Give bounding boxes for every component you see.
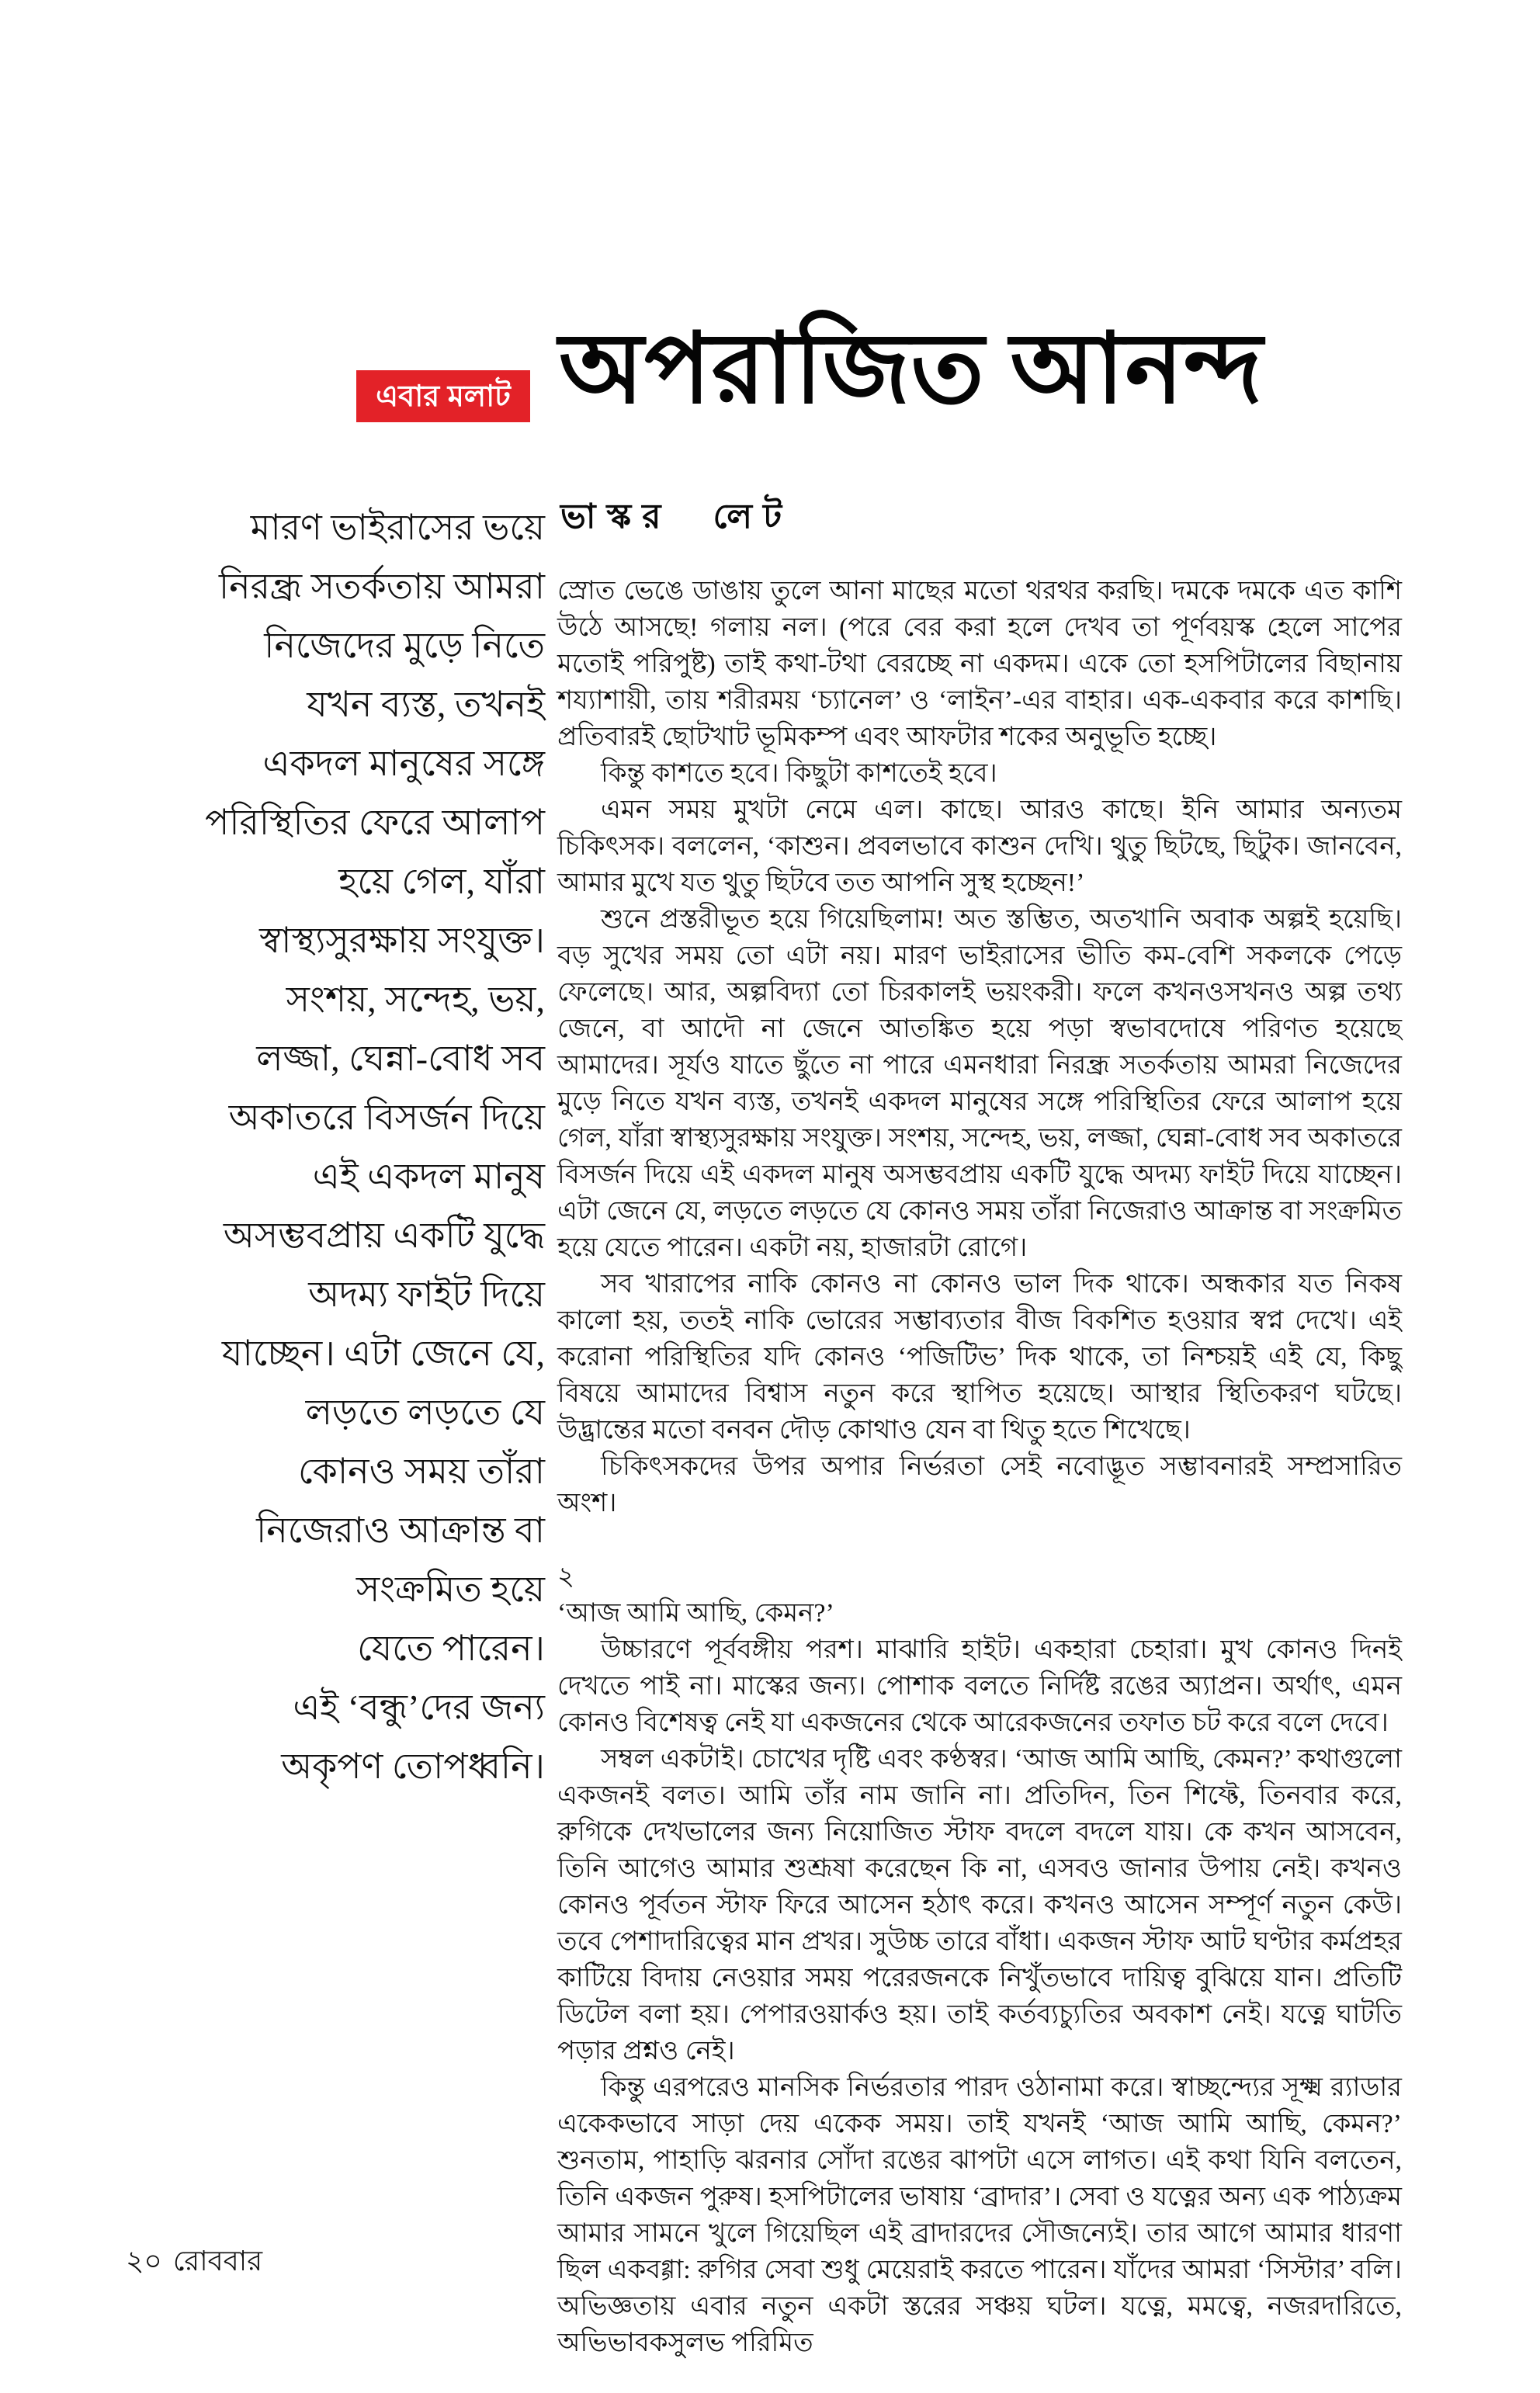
pull-quote-line: মারণ ভাইরাসের ভয়ে [250, 508, 545, 547]
pull-quote-line: নিরন্ধ্র সতর্কতায় আমরা [218, 567, 545, 606]
pull-quote-line: যেতে পারেন। [357, 1628, 545, 1668]
body-paragraph: ‘আজ আমি আছি, কেমন?’ [557, 1599, 834, 1628]
pull-quote-line: সংক্রমিত হয়ে [356, 1569, 545, 1609]
pull-quote-line: অদম্য ফাইট দিয়ে [308, 1275, 545, 1314]
pull-quote [116, 498, 545, 1796]
pull-quote-line: নিজেদের মুড়ে নিতে [264, 626, 545, 665]
pull-quote-line: হয়ে গেল, যাঁরা [338, 862, 545, 901]
body-paragraph: কিন্তু কাশতে হবে। কিছুটা কাশতেই হবে। [601, 759, 997, 788]
body-paragraph: সম্বল একটাই। চোখের দৃষ্টি এবং কণ্ঠস্বর। ‘আজ আমি আছি, কেমন?’ কথাগুলো একজনই বলত। আমি তাঁর নাম জানি না। প্রতিদিন, তিন শিফ্টে, তিনবার করে, রুগিকে দেখভালের জন্য নিয়োজিত স্টাফ বদলে বদলে যায়। কে কখন আসবেন, তিনি আগেও আমার শুশ্রূষা করেছেন কি না, এসবও জানার উপায় নেই। কখনও কোনও পূর্বতন স্টাফ ফিরে আসেন হঠাৎ করে। কখনও আসেন সম্পূর্ণ নতুন কেউ। তবে পেশাদারিত্বের মান প্রখর। সুউচ্চ তারে বাঁধা। একজন স্টাফ আট ঘণ্টার কর্মপ্রহর কাটিয়ে বিদায় নেওয়ার সময় পরেরজনকে নিখুঁতভাবে দায়িত্ব বুঝিয়ে যান। প্রতিটি ডিটেল বলা হয়। পেপারওয়ার্কও হয়। তাই কর্তব্যচ্যুতির অবকাশ নেই। যত্নে ঘাটতি পড়ার প্রশ্নও নেই। [557, 1745, 1402, 2065]
pull-quote-line: লড়তে লড়তে যে [305, 1392, 545, 1432]
pull-quote-line: পরিস্থিতির ফেরে আলাপ [205, 803, 545, 842]
pull-quote-line: অকাতরে বিসর্জন দিয়ে [228, 1098, 545, 1137]
pull-quote-line: একদল মানুষের সঙ্গে [262, 744, 545, 783]
pull-quote-line: অসম্ভবপ্রায় একটি যুদ্ধে [223, 1216, 545, 1255]
body-paragraph: কিন্তু এরপরেও মানসিক নির্ভরতার পারদ ওঠানামা করে। স্বাচ্ছন্দ্যের সূক্ষ্ম র‍্যাডার একেকভাবে সাড়া দেয় একেক সময়। তাই যখনই ‘আজ আমি আছি, কেমন?’ শুনতাম, পাহাড়ি ঝরনার সোঁদা রঙের ঝাপটা এসে লাগত। এই কথা যিনি বলতেন, তিনি একজন পুরুষ। হসপিটালের ভাষায় ‘ব্রাদার’। সেবা ও যত্নের অন্য এক পাঠ্যক্রম আমার সামনে খুলে গিয়েছিল এই ব্রাদারদের সৌজন্যেই। তার আগে আমার ধারণা ছিল একবগ্গা: রুগির সেবা শুধু মেয়েরাই করতে পারেন। যাঁদের আমরা ‘সিস্টার’ বলি। অভিজ্ঞতায় এবার নতুন একটা স্তরের সঞ্চয় ঘটল। যত্নে, মমত্বে, নজরদারিতে, অভিভাবকসুলভ পরিমিত [557, 2073, 1402, 2357]
article-section-1 [557, 573, 1402, 1521]
article-section-2 [557, 1595, 1402, 2361]
pull-quote-line: এই একদল মানুষ [312, 1157, 545, 1196]
article-byline: ভাস্কর লেট [560, 498, 793, 536]
section-number: ২ [557, 1562, 575, 1591]
pull-quote-line: কোনও সময় তাঁরা [297, 1451, 545, 1491]
pull-quote-line: স্বাস্থ্যসুরক্ষায় সংযুক্ত। [259, 921, 545, 960]
pull-quote-line: যাচ্ছেন। এটা জেনে যে, [221, 1333, 545, 1373]
body-paragraph: এমন সময় মুখটা নেমে এল। কাছে। আরও কাছে। ইনি আমার অন্যতম চিকিৎসক। বললেন, ‘কাশুন। প্রবলভাবে কাশুন দেখি। থুতু ছিটছে, ছিটুক। জানবেন, আমার মুখে যত থুতু ছিটবে তত আপনি সুস্থ হচ্ছেন!’ [557, 796, 1402, 897]
footer-page-number: ২০ [126, 2246, 162, 2277]
pull-quote-line: যখন ব্যস্ত, তখনই [307, 685, 545, 724]
article-body [557, 573, 1402, 2361]
pull-quote-line: সংশয়, সন্দেহ, ভয়, [286, 980, 545, 1019]
pull-quote-line: লজ্জা, ঘেন্না-বোধ সব [256, 1039, 545, 1078]
body-paragraph: উচ্চারণে পূর্ববঙ্গীয় পরশ। মাঝারি হাইট। একহারা চেহারা। মুখ কোনও দিনই দেখতে পাই না। মাস্কের জন্য। পোশাক বলতে নির্দিষ্ট রঙের অ্যাপ্রন। অর্থাৎ, এমন কোনও বিশেষত্ব নেই যা একজনের থেকে আরেকজনের তফাত চট করে বলে দেবে। [557, 1635, 1402, 1737]
body-paragraph: চিকিৎসকদের উপর অপার নির্ভরতা সেই নবোদ্ভূত সম্ভাবনারই সম্প্রসারিত অংশ। [557, 1452, 1402, 1517]
pull-quote-line: এই ‘বন্ধু’দের জন্য [293, 1687, 545, 1727]
pull-quote-line: নিজেরাও আক্রান্ত বা [256, 1510, 545, 1550]
body-paragraph: শুনে প্রস্তরীভূত হয়ে গিয়েছিলাম! অত স্তম্ভিত, অতখানি অবাক অল্পই হয়েছি। বড় সুখের সময় তো এটা নয়। মারণ ভাইরাসের ভীতি কম-বেশি সকলকে পেড়ে ফেলেছে। আর, অল্পবিদ্যা তো চিরকালই ভয়ংকরী। ফলে কখনওসখনও অল্প তথ্য জেনে, বা আদৌ না জেনে আতঙ্কিত হয়ে পড়া স্বভাবদোষে পরিণত হয়েছে আমাদের। সূর্যও যাতে ছুঁতে না পারে এমনধারা নিরন্ধ্র সতর্কতায় আমরা নিজেদের মুড়ে নিতে যখন ব্যস্ত, তখনই একদল মানুষের সঙ্গে পরিস্থিতির ফেরে আলাপ হয়ে গেল, যাঁরা স্বাস্থ্যসুরক্ষায় সংযুক্ত। সংশয়, সন্দেহ, ভয়, লজ্জা, ঘেন্না-বোধ সব অকাতরে বিসর্জন দিয়ে এই একদল মানুষ অসম্ভবপ্রায় একটি যুদ্ধে অদম্য ফাইট দিয়ে যাচ্ছেন। এটা জেনে যে, লড়তে লড়তে যে কোনও সময় তাঁরা নিজেরাও আক্রান্ত বা সংক্রমিত হয়ে যেতে পারেন। একটা নয়, হাজারটা রোগে। [557, 905, 1402, 1262]
kicker-badge [356, 370, 530, 422]
page-footer [126, 2240, 262, 2287]
body-paragraph: সব খারাপের নাকি কোনও না কোনও ভাল দিক থাকে। অন্ধকার যত নিকষ কালো হয়, ততই নাকি ভোরের সম্ভাব্যতার বীজ বিকশিত হওয়ার স্বপ্ন দেখে। এই করোনা পরিস্থিতির যদি কোনও ‘পজিটিভ’ দিক থাকে, তা নিশ্চয়ই এই যে, কিছু বিষয়ে আমাদের বিশ্বাস নতুন করে স্থাপিত হয়েছে। আস্থার স্থিতিকরণ ঘটছে। উদ্ভ্রান্তের মতো বনবন দৌড় কোথাও যেন বা থিতু হতে শিখেছে। [557, 1270, 1402, 1444]
footer-publication: রোববার [172, 2246, 262, 2277]
article-headline: অপরাজিত আনন্দ [559, 316, 1264, 424]
pull-quote-line: অকৃপণ তোপধ্বনি। [281, 1746, 545, 1786]
kicker-badge-label: এবার মলাট [376, 380, 511, 413]
body-paragraph: স্রোত ভেঙে ডাঙায় তুলে আনা মাছের মতো থরথর করছি। দমকে দমকে এত কাশি উঠে আসছে! গলায় নল। (পরে বের করা হলে দেখব তা পূর্ণবয়স্ক হেলে সাপের মতোই পরিপুষ্ট) তাই কথা-টথা বেরচ্ছে না একদম। একে তো হসপিটালের বিছানায় শয্যাশায়ী, তায় শরীরময় ‘চ্যানেল’ ও ‘লাইন’-এর বাহার। এক-একবার করে কাশছি। প্রতিবারই ছোটখাট ভূমিকম্প এবং আফটার শকের অনুভূতি হচ্ছে। [557, 577, 1402, 751]
